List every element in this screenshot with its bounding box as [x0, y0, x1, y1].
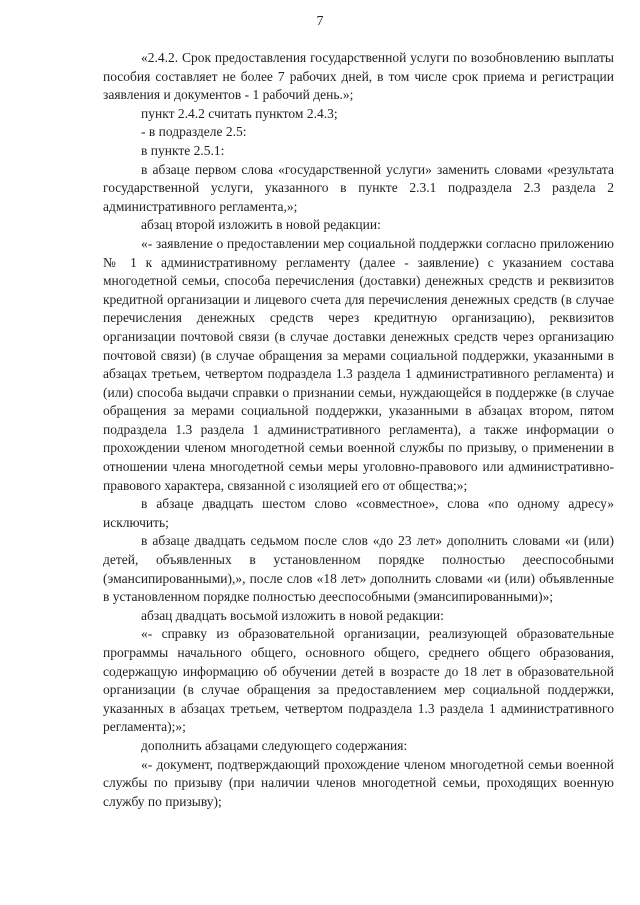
paragraph-application: «- заявление о предоставлении мер социальной поддержки согласно приложению № 1 к административному регламенту (далее - заявление) с указанием состава многодетной семьи, способа перечисления (доставки) денежных средств и реквизитов кредитной организации и лицевого счета для перечисления денежных средств (в случае перечисления денежных средств через кредитную организацию), реквизитов организации почтовой связи (в случае доставки денежных средств через организацию почтовой связи) (в случае обращения за мерами социальной поддержки, указанными в абзацах третьем, четвертом подраздела 1.3 раздела 1 административного регламента) и (или) способа выдачи справки о признании семьи, нуждающейся в поддержке (в случае обращения за мерами социальной поддержки, указанными в абзацах втором, пятом подраздела 1.3 раздела 1 административного регламента), а также информации о прохождении членом многодетной семьи военной службы по призыву, о применении в отношении члена многодетной семьи меры уголовно-правового или административно-правового характера, связанной с изоляцией его от общества;»; [103, 235, 614, 493]
paragraph-26th-abzac: в абзаце двадцать шестом слово «совместное», слова «по одному адресу» исключить; [103, 496, 614, 530]
paragraph-subsection-2-5: - в подразделе 2.5: [141, 124, 247, 140]
paragraph-second-abzac-intro: абзац второй изложить в новой редакции: [141, 217, 381, 233]
paragraph-renumber: пункт 2.4.2 считать пунктом 2.4.3; [141, 105, 338, 121]
paragraph-27th-abzac: в абзаце двадцать седьмом после слов «до 23 лет» дополнить словами «и (или) детей, объявленных в установленном порядке полностью дееспособными (эмансипированными),», после слов «18 лет» дополнить словами «и (или) объявленные в установленном порядке полностью дееспособными (эмансипированными)»; [103, 533, 614, 605]
document-body [103, 49, 614, 811]
paragraph-28th-abzac-intro: абзац двадцать восьмой изложить в новой редакции: [141, 607, 444, 623]
paragraph-add-abzacs: дополнить абзацами следующего содержания: [141, 737, 408, 753]
page-number: 7 [316, 14, 324, 29]
paragraph-point-2-5-1: в пункте 2.5.1: [141, 142, 225, 158]
paragraph-military-service-document: «- документ, подтверждающий прохождение членом многодетной семьи военной службы по призыву (при наличии членов многодетной семьи, проходящих военную службу по призыву); [103, 756, 614, 809]
paragraph-first-abzac: в абзаце первом слова «государственной услуги» заменить словами «результата государственной услуги, указанного в пункте 2.3.1 подраздела 2.3 раздела 2 административного регламента,»; [103, 161, 614, 214]
paragraph-school-certificate: «- справку из образовательной организации, реализующей образовательные программы начального общего, основного общего, среднего общего образования, содержащую информацию об обучении детей в возрасте до 18 лет в образовательной организации (в случае обращения за предоставлением мер социальной поддержки, указанных в абзацах третьем, четвертом подраздела 1.3 раздела 1 административного регламента);»; [103, 626, 614, 735]
paragraph-2-4-2: «2.4.2. Срок предоставления государственной услуги по возобновлению выплаты пособия составляет не более 7 рабочих дней, в том числе срок приема и регистрации заявления и документов - 1 рабочий день.»; [103, 50, 614, 103]
